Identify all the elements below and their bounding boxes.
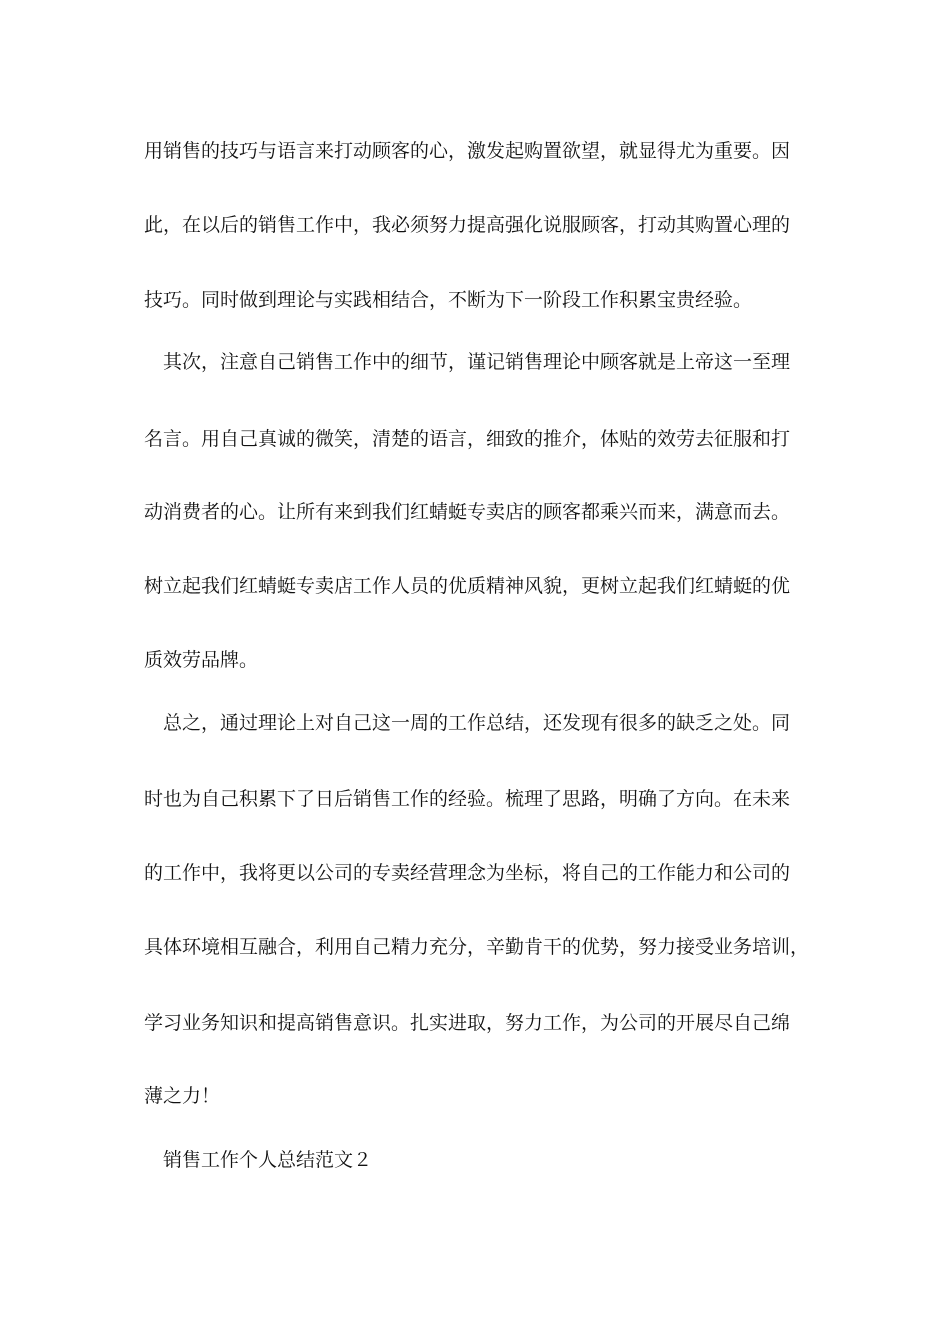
text-line: 薄之力！ — [144, 1085, 221, 1107]
text-line: 技巧。同时做到理论与实践相结合，不断为下一阶段工作积累宝贵经验。 — [144, 289, 753, 311]
text-line: 此，在以后的销售工作中，我必须努力提高强化说服顾客，打动其购置心理的 — [144, 214, 791, 236]
text-line: 用销售的技巧与语言来打动顾客的心，激发起购置欲望，就显得尤为重要。因 — [144, 140, 791, 162]
text-line: 学习业务知识和提高销售意识。扎实进取，努力工作，为公司的开展尽自己绵 — [144, 1012, 791, 1034]
text-line: 名言。用自己真诚的微笑，清楚的语言，细致的推介，体贴的效劳去征服和打 — [144, 428, 791, 450]
text-line: 时也为自己积累下了日后销售工作的经验。梳理了思路，明确了方向。在未来 — [144, 788, 791, 810]
text-line: 的工作中，我将更以公司的专卖经营理念为坐标，将自己的工作能力和公司的 — [144, 862, 791, 884]
section-heading: 销售工作个人总结范文２ — [163, 1149, 373, 1171]
text-line: 动消费者的心。让所有来到我们红蜻蜓专卖店的顾客都乘兴而来，满意而去。 — [144, 501, 791, 523]
text-line: 质效劳品牌。 — [144, 649, 259, 671]
text-line: 具体环境相互融合，利用自己精力充分，辛勤肯干的优势，努力接受业务培训， — [144, 936, 810, 958]
text-line: 其次，注意自己销售工作中的细节，谨记销售理论中顾客就是上帝这一至理 — [163, 351, 791, 373]
text-line: 树立起我们红蜻蜓专卖店工作人员的优质精神风貌，更树立起我们红蜻蜓的优 — [144, 575, 791, 597]
text-line: 总之，通过理论上对自己这一周的工作总结，还发现有很多的缺乏之处。同 — [163, 712, 791, 734]
